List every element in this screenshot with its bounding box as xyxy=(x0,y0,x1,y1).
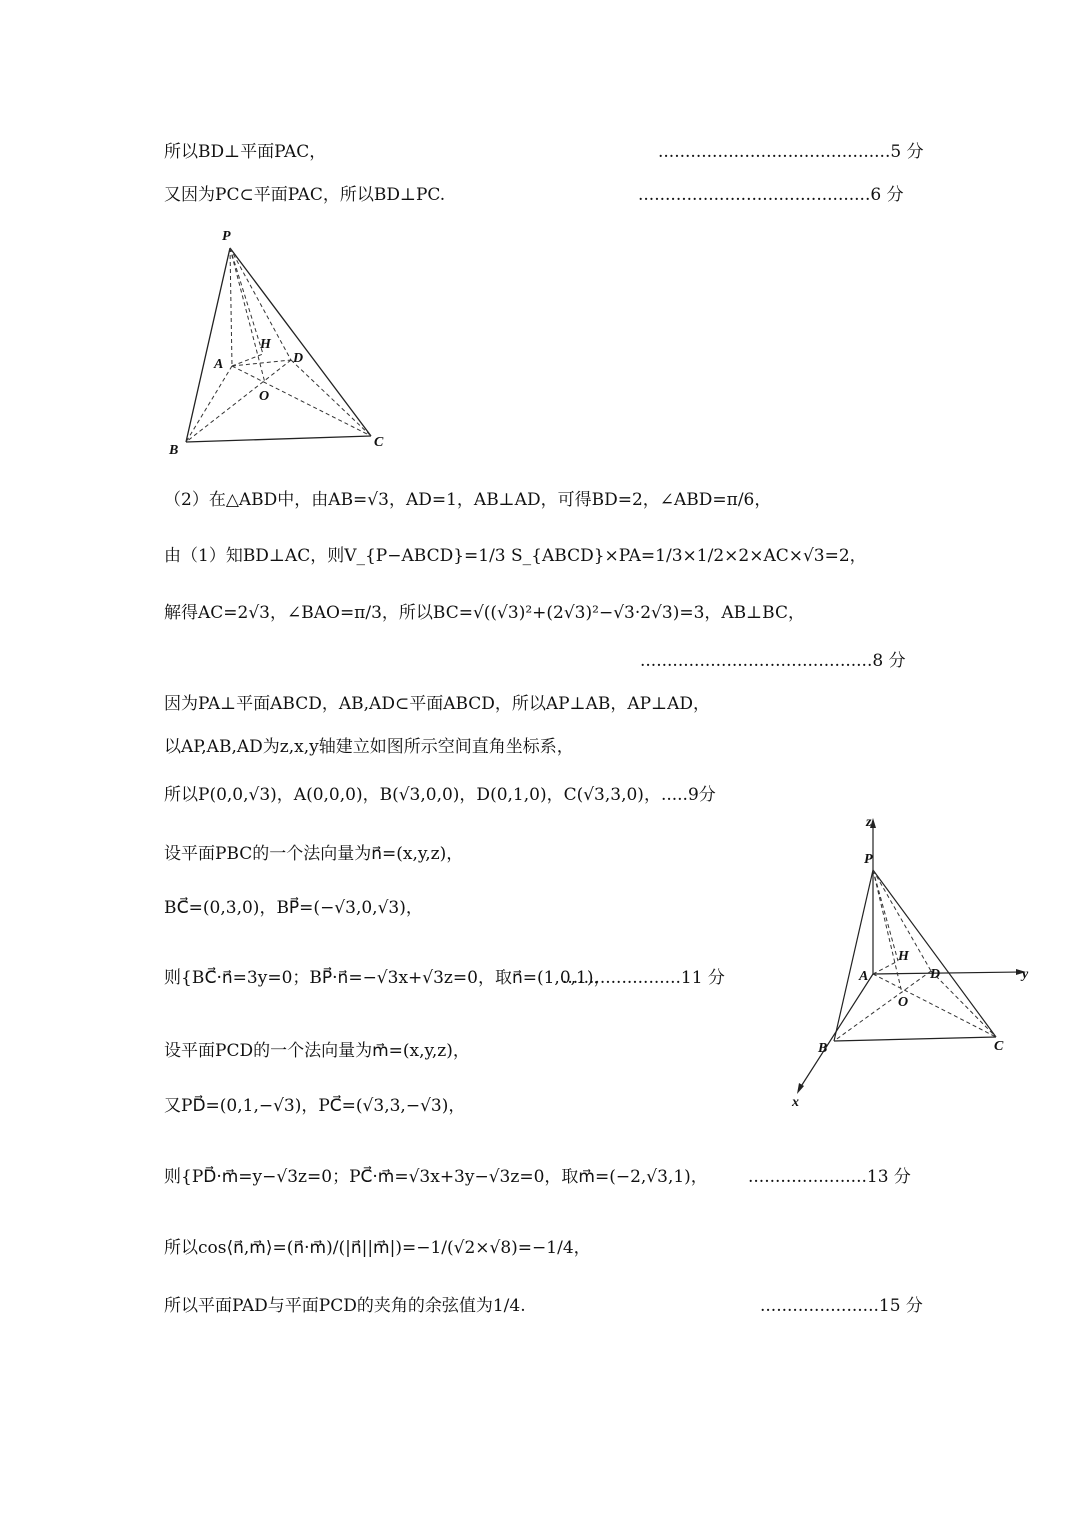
label-A: A xyxy=(214,357,224,372)
label-y: y xyxy=(1022,967,1029,982)
label-O: O xyxy=(898,995,909,1010)
text-line-5: 解得AC=2√3，∠BAO=π/3，所以BC=√((√3)²+(2√3)²−√3·2√3)=3，AB⊥BC， xyxy=(164,603,805,623)
edge-PO xyxy=(873,870,902,993)
text-line-10: BC⃗=(0,3,0)，BP⃗=(−√3,0,√3)， xyxy=(164,898,423,918)
text-line-7: 以AP,AB,AD为z,x,y轴建立如图所示空间直角坐标系， xyxy=(164,737,574,757)
text-line-6: 因为PA⊥平面ABCD，AB,AD⊂平面ABCD，所以AP⊥AB，AP⊥AD， xyxy=(164,694,710,714)
text-line-4: 由（1）知BD⊥AC，则V_{P−ABCD}=1/3 S_{ABCD}×PA=1/3×1/2×2×AC×√3=2， xyxy=(164,546,867,566)
edge-PA xyxy=(230,248,232,366)
label-D: D xyxy=(930,967,941,982)
edge-BC xyxy=(834,1037,996,1041)
text-line-11: 则{BC⃗·n⃗=3y=0；BP⃗·n⃗=−√3x+√3z=0，取n⃗=(1,0,1)， xyxy=(164,968,611,988)
edge-DC xyxy=(931,971,996,1037)
score-5: ...........................................5 分 xyxy=(658,142,924,162)
edge-PB xyxy=(834,870,873,1041)
text-line-12: 设平面PCD的一个法向量为m⃗=(x,y,z)， xyxy=(164,1041,470,1061)
edge-AC xyxy=(873,974,996,1037)
edge-BC xyxy=(186,436,371,442)
label-A: A xyxy=(859,969,869,984)
label-P: P xyxy=(864,852,873,867)
edge-PH xyxy=(230,248,263,354)
edge-DC xyxy=(291,360,371,436)
coordinate-figure xyxy=(780,810,1040,1110)
label-C: C xyxy=(374,435,384,450)
edge-BD xyxy=(834,971,931,1041)
text-line-9: 设平面PBC的一个法向量为n⃗=(x,y,z)， xyxy=(164,844,464,864)
label-O: O xyxy=(259,389,270,404)
text-line-3: （2）在△ABD中，由AB=√3，AD=1，AB⊥AD，可得BD=2，∠ABD=π/6， xyxy=(164,490,772,510)
edge-PC xyxy=(230,248,371,436)
x-arrow xyxy=(797,1083,804,1094)
score-8: ...........................................8 分 xyxy=(640,651,906,671)
label-H: H xyxy=(260,337,271,352)
edge-PO xyxy=(230,248,265,383)
edge-AC xyxy=(232,366,371,436)
label-P: P xyxy=(222,229,231,244)
pyramid-figure xyxy=(160,220,400,465)
label-B: B xyxy=(169,443,179,458)
edge-AH xyxy=(873,961,898,974)
label-H: H xyxy=(898,949,909,964)
text-line-8: 所以P(0,0,√3)，A(0,0,0)，B(√3,0,0)，D(0,1,0)，C(√3,3,0)，.....9分 xyxy=(164,785,716,805)
label-z: z xyxy=(866,815,872,830)
text-line-2: 又因为PC⊂平面PAC，所以BD⊥PC. xyxy=(164,185,446,205)
y-axis xyxy=(873,972,1020,974)
text-line-1: 所以BD⊥平面PAC， xyxy=(164,142,327,162)
edge-PC xyxy=(873,870,996,1037)
score-13: ......................13 分 xyxy=(748,1167,911,1187)
text-line-16: 所以平面PAD与平面PCD的夹角的余弦值为1/4. xyxy=(164,1296,526,1316)
score-6: ...........................................6 分 xyxy=(638,185,904,205)
text-line-13: 又PD⃗=(0,1,−√3)，PC⃗=(√3,3,−√3)， xyxy=(164,1096,466,1116)
label-C: C xyxy=(994,1039,1004,1054)
score-11: ......................11 分 xyxy=(562,968,725,988)
text-line-14: 则{PD⃗·m⃗=y−√3z=0；PC⃗·m⃗=√3x+3y−√3z=0，取m⃗=(−2,√3,1)， xyxy=(164,1167,708,1187)
label-B: B xyxy=(818,1041,828,1056)
label-x: x xyxy=(792,1095,799,1110)
text-line-15: 所以cos⟨n⃗,m⃗⟩=(n⃗·m⃗)/(|n⃗||m⃗|)=−1/(√2×√8)=−1/4， xyxy=(164,1238,591,1258)
edge-AB xyxy=(186,366,232,442)
score-15: ......................15 分 xyxy=(760,1296,923,1316)
label-D: D xyxy=(293,351,304,366)
edge-PH xyxy=(873,870,898,961)
